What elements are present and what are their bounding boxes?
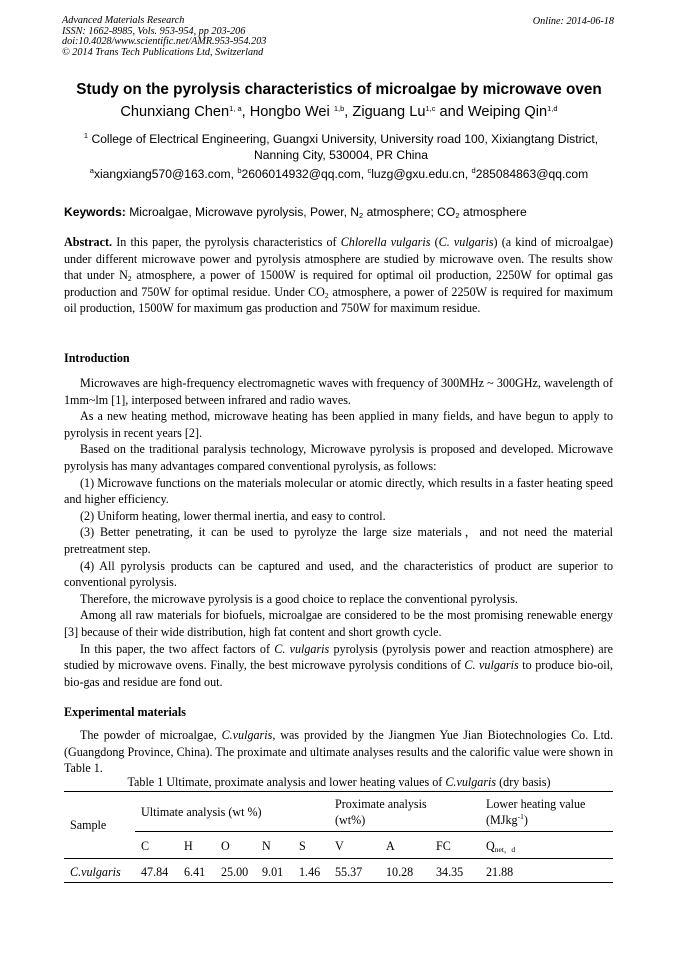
journal-header <box>62 16 266 58</box>
author-name: Chunxiang Chen <box>120 104 230 120</box>
author-affil-mark: 1,c <box>425 104 436 113</box>
list-item: (2) Uniform heating, lower thermal inertia, and easy to control. <box>80 508 386 523</box>
list-item: (4) All pyrolysis products can be captured and used, and the characteristics of product are superior to conventional pyrolysis. <box>64 558 613 590</box>
journal-name: Advanced Materials Research <box>62 15 185 26</box>
col-header-s: S <box>299 839 306 853</box>
author-name: Ziguang Lu <box>352 104 426 120</box>
section-heading-introduction: Introduction <box>64 351 130 365</box>
table-cell: 6.41 <box>184 865 206 879</box>
abstract: Abstract. In this paper, the pyrolysis characteristics of Chlorella vulgaris (C. vulgaris) (a kind of microalgae) under different microwave power and pyrolysis atmosphere are studied by microwave oven. The results show that under $N_2$ atmosphere, a power of 1500W is required for optimal oil production, 2250W for optimal gas production and 750W for optimal residue. Under $CO_2$ atmosphere, a power of 2250W is required for maximum oil production, 1500W for maximum gas production and 750W for maximum residue. <box>64 235 613 316</box>
col-header-proximate-unit: (wt%) <box>335 813 366 827</box>
author-emails: $^a$xiangxiang570@163.com, $^b$2606014932@qq.com, $^c$luzg@gxu.edu.cn, $^d$285084863@qq.com <box>89 166 589 181</box>
author-name: Hongbo Wei <box>249 104 330 120</box>
table-row-label: C.vulgaris <box>70 865 121 879</box>
col-header-c: C <box>141 839 150 853</box>
col-header-h: H <box>184 839 193 853</box>
author-affil-mark: 1, a <box>229 104 242 113</box>
table-cell: 10.28 <box>386 865 414 879</box>
table-cell: 34.35 <box>436 865 464 879</box>
paragraph: Therefore, the microwave pyrolysis is a good choice to replace the conventional pyrolysis. <box>80 591 518 606</box>
table-cell: 1.46 <box>299 865 321 879</box>
header-subrule <box>135 831 613 832</box>
col-header-qnet: $Q_{net,d}$ <box>486 839 516 854</box>
table-cell: 25.00 <box>221 865 249 879</box>
email-link[interactable]: xiangxiang570@163.com, <box>93 167 238 181</box>
abstract-label: Abstract. <box>64 235 113 249</box>
table-cell: 21.88 <box>486 865 514 879</box>
journal-doi: doi:10.4028/www.scientific.net/AMR.953-954.203 <box>62 36 267 48</box>
author-affil-mark: 1,b <box>333 104 345 113</box>
col-header-ultimate: Ultimate analysis (wt %) <box>141 805 262 819</box>
email-link[interactable]: 285084863@qq.com <box>475 167 589 181</box>
table-cell: 55.37 <box>335 865 363 879</box>
table-cell: 47.84 <box>141 865 169 879</box>
paragraph: Microwaves are high-frequency electromagnetic waves with frequency of 300MHz ~ 300GHz, wavelength of 1mm~lm [1], interposed between infrared and radio waves. <box>64 376 613 407</box>
section-heading-materials: Experimental materials <box>64 705 186 719</box>
online-date: Online: 2014-06-18 <box>532 16 614 27</box>
author-affil-mark: 1,d <box>547 104 558 113</box>
paragraph: The powder of microalgae, C.vulgaris, was provided by the Jiangmen Yue Jian Biotechnologies Co. Ltd. (Guangdong Province, China). The proximate and ultimate analyses results and the calorific value were shown in Table 1. <box>64 728 613 776</box>
header-bottom-rule <box>64 858 613 859</box>
col-header-v: V <box>335 839 344 853</box>
col-header-lhv: Lower heating value <box>486 797 586 811</box>
table-bottom-rule <box>64 882 613 883</box>
list-item: (3) Better penetrating, it can be used to pyrolyze the large size materials，and not need the material pretreatment step. <box>64 525 613 556</box>
table-caption: Table 1 Ultimate, proximate analysis and lower heating values of C.vulgaris (dry basis) <box>127 775 551 789</box>
paragraph: In this paper, the two affect factors of C. vulgaris pyrolysis (pyrolysis power and reaction atmosphere) are studied by microwave ovens. Finally, the best microwave pyrolysis conditions of C. vulgaris to produce bio-oil, bio-gas and residue are fond out. <box>64 641 613 689</box>
materials-body <box>64 727 613 777</box>
table-top-rule <box>64 791 613 792</box>
col-header-sample: Sample <box>70 818 107 832</box>
paragraph: As a new heating method, microwave heating has been applied in many fields, and have begun to apply to pyrolysis in recent years [2]. <box>64 409 613 440</box>
author-name: Weiping Qin <box>467 104 548 120</box>
col-header-fc: FC <box>436 839 451 853</box>
journal-copyright: © 2014 Trans Tech Publications Ltd, Switzerland <box>62 46 264 58</box>
journal-issn: ISSN: 1662-8985, Vols. 953-954, pp 203-206 <box>62 25 246 37</box>
paper-title: Study on the pyrolysis characteristics of microalgae by microwave oven <box>76 81 602 98</box>
keywords: Keywords: Microalgae, Microwave pyrolysis, Power, $N_2$ atmosphere; $CO_2$ atmosphere <box>64 205 527 220</box>
col-header-proximate: Proximate analysis <box>335 797 427 811</box>
paragraph: Based on the traditional paralysis technology, Microwave pyrolysis is proposed and developed. Microwave pyrolysis has many advantages compared conventional pyrolysis, as follows: <box>64 442 613 473</box>
list-item: (1) Microwave functions on the materials molecular or atomic directly, which results in a faster heating speed and higher efficiency. <box>64 475 613 507</box>
email-link[interactable]: 2606014932@qq.com, <box>241 167 368 181</box>
col-header-a: A <box>386 839 395 853</box>
email-link[interactable]: luzg@gxu.edu.cn, <box>371 167 472 181</box>
col-header-o: O <box>221 839 230 853</box>
paragraph: Among all raw materials for biofuels, microalgae are considered to be the most promising renewable energy [3] because of their wide distribution, high fat content and short growth cycle. <box>64 608 613 639</box>
introduction-body <box>64 375 613 690</box>
col-header-lhv-unit: (MJkg$^{-1}$) <box>486 812 528 827</box>
col-header-n: N <box>262 839 271 853</box>
author-list: Chunxiang Chen$^{1, a}$, Hongbo Wei $^{1,b}$, Ziguang Lu$^{1,c}$ and Weiping Qin$^{1,d}$ <box>120 104 558 120</box>
affiliation: $^1$ College of Electrical Engineering, Guangxi University, University road 100, Xixiangtang District, Nanning City, 530004, PR China <box>83 131 599 162</box>
table-cell: 9.01 <box>262 865 284 879</box>
keywords-label: Keywords: <box>64 205 126 219</box>
